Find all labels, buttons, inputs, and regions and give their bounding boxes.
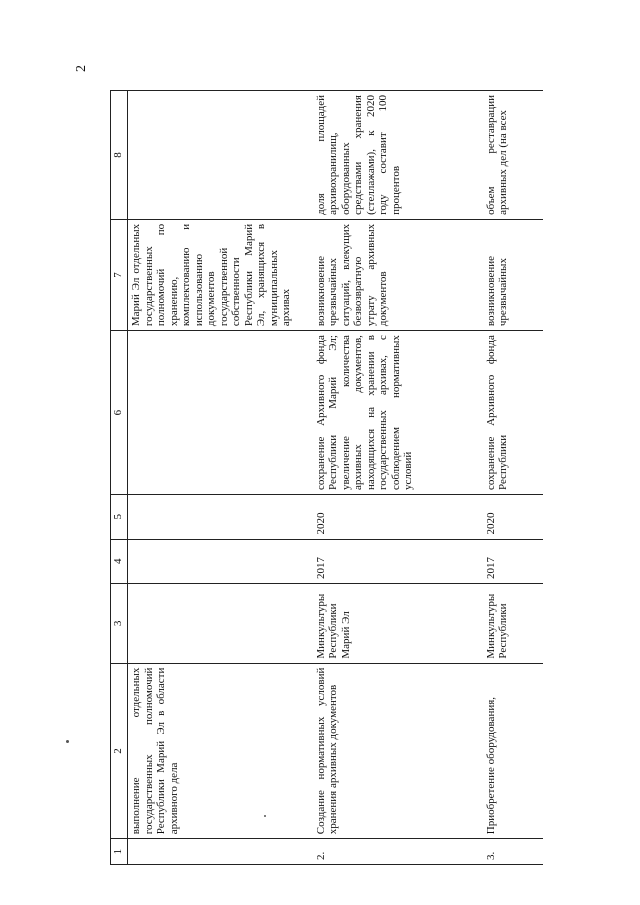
indicator-cell: [128, 91, 313, 220]
table-row: [313, 91, 483, 865]
column-header: 8: [111, 91, 128, 220]
end-year-cell: 2020: [483, 495, 543, 539]
executor-cell: Минкультуры Республики: [483, 584, 543, 664]
start-year-cell: [128, 539, 313, 583]
indicator-cell: доля площадей архивохранилищ, оборудованных средствами хранения (стеллажами), к 2020 году составит 100 процентов: [313, 91, 483, 220]
measure-cell: выполнение отдельных государственных полномочий Республики Марий Эл в области архивного дела: [128, 663, 313, 839]
risk-cell: Марий Эл отдельных государственных полномочий по хранению, комплектованию и использованию документов государственной собственности Республики Марий Эл, хранящихся в муниципальных архивах: [128, 219, 313, 330]
column-header: 1: [111, 839, 128, 865]
result-cell: сохранение Архивного фонда Республики Марий Эл; увеличение количества архивных документов, находящихся на хранении в государственных архивах, с соблюдением нормативных условий: [313, 331, 483, 495]
executor-cell: [128, 584, 313, 664]
risk-cell: возникновение чрезвычайных: [483, 219, 543, 330]
header-row: [111, 91, 128, 865]
scan-speck: [66, 740, 69, 743]
start-year-cell: 2017: [483, 539, 543, 583]
end-year-cell: [128, 495, 313, 539]
table-row: [128, 91, 313, 865]
page-number: 2: [74, 65, 89, 72]
column-header: 5: [111, 495, 128, 539]
row-number: [128, 839, 313, 865]
row-number: 3.: [483, 839, 543, 865]
column-header: 4: [111, 539, 128, 583]
row-number: 2.: [313, 839, 483, 865]
start-year-cell: 2017: [313, 539, 483, 583]
scan-speck: [264, 815, 266, 817]
end-year-cell: 2020: [313, 495, 483, 539]
executor-cell: Минкультуры Республики Марий Эл: [313, 584, 483, 664]
measure-cell: Создание нормативных условий хранения архивных документов: [313, 663, 483, 839]
rotated-page: [110, 90, 580, 865]
risk-cell: возникновение чрезвычайных ситуаций, влекущих безвозвратную утрату архивных документов: [313, 219, 483, 330]
measure-cell: Приобретение оборудования,: [483, 663, 543, 839]
result-cell: сохранение Архивного фонда Республики: [483, 331, 543, 495]
table-row: [483, 91, 543, 865]
indicator-cell: объем реставрации архивных дел (на всех: [483, 91, 543, 220]
column-header: 2: [111, 663, 128, 839]
result-cell: [128, 331, 313, 495]
column-header: 7: [111, 219, 128, 330]
program-table: [110, 90, 543, 865]
column-header: 3: [111, 584, 128, 664]
column-header: 6: [111, 331, 128, 495]
